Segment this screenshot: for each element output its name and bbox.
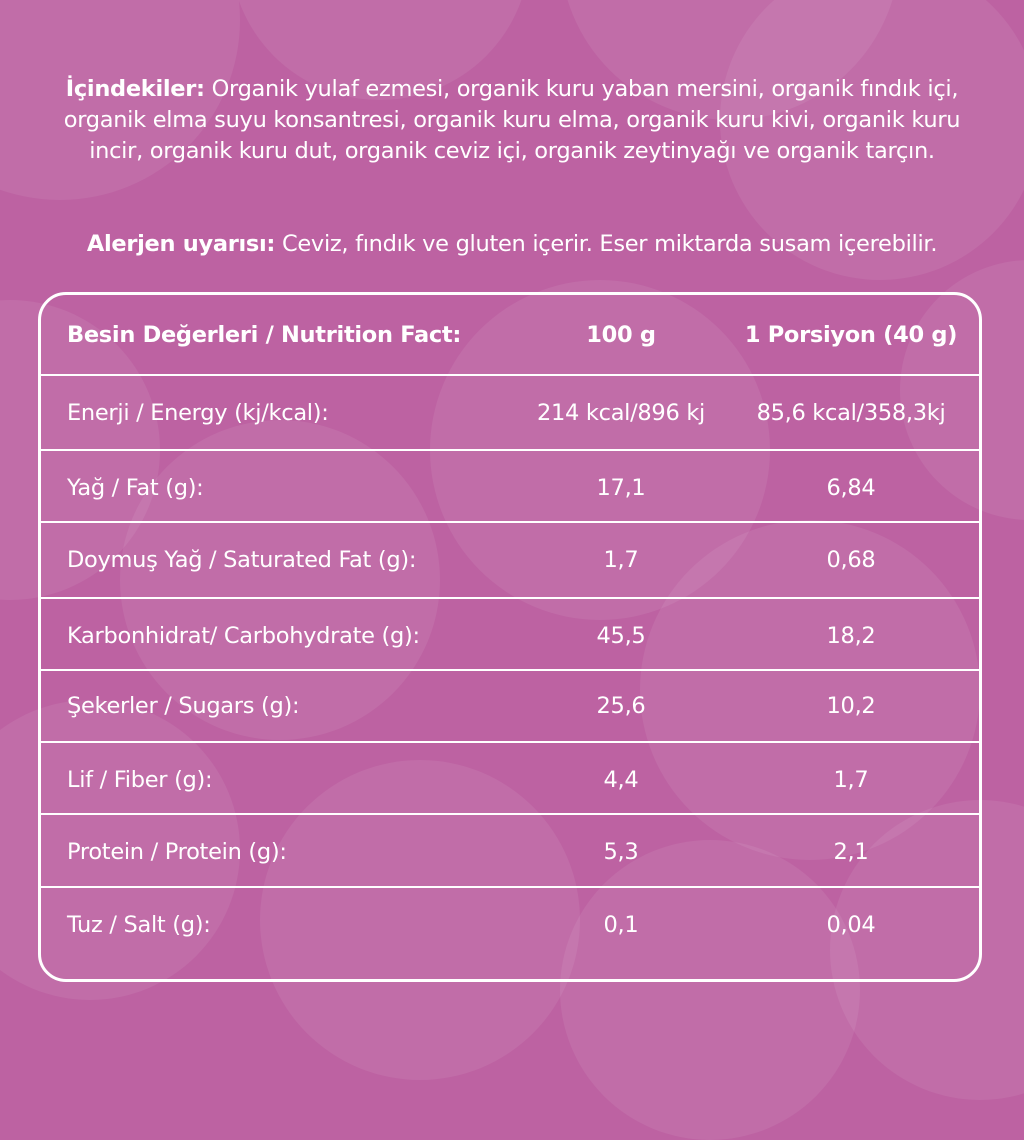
table-row <box>41 669 979 743</box>
ingredients-paragraph <box>40 74 984 167</box>
row-per-portion: 6,84 <box>826 475 876 501</box>
allergen-text: Ceviz, fındık ve gluten içerir. Eser miktarda susam içerebilir. <box>275 231 938 257</box>
row-nutrient: Yağ / Fat (g): <box>67 475 204 501</box>
row-per-100g: 45,5 <box>596 623 646 649</box>
nutrition-table <box>38 292 982 982</box>
row-per-100g: 1,7 <box>603 547 639 573</box>
table-row <box>41 523 979 597</box>
table-header-row <box>41 298 979 372</box>
allergen-warning <box>40 229 984 260</box>
row-per-portion: 85,6 kcal/358,3kj <box>756 400 946 426</box>
row-per-100g: 5,3 <box>603 839 639 865</box>
row-per-portion: 10,2 <box>826 693 876 719</box>
row-per-100g: 17,1 <box>596 475 646 501</box>
row-nutrient: Protein / Protein (g): <box>67 839 287 865</box>
row-nutrient: Şekerler / Sugars (g): <box>67 693 300 719</box>
row-per-portion: 18,2 <box>826 623 876 649</box>
row-per-100g: 25,6 <box>596 693 646 719</box>
row-per-100g: 214 kcal/896 kj <box>537 400 705 426</box>
row-per-portion: 0,68 <box>826 547 876 573</box>
table-row <box>41 888 979 962</box>
row-nutrient: Enerji / Energy (kj/kcal): <box>67 400 329 426</box>
row-per-portion: 0,04 <box>826 912 876 938</box>
row-per-portion: 2,1 <box>833 839 869 865</box>
row-per-100g: 0,1 <box>603 912 639 938</box>
table-row <box>41 376 979 450</box>
row-nutrient: Doymuş Yağ / Saturated Fat (g): <box>67 547 417 573</box>
row-per-100g: 4,4 <box>603 767 639 793</box>
header-nutrient: Besin Değerleri / Nutrition Fact: <box>67 322 462 348</box>
table-row <box>41 815 979 889</box>
row-nutrient: Karbonhidrat/ Carbohydrate (g): <box>67 623 420 649</box>
ingredients-label: İçindekiler: <box>65 76 205 102</box>
table-row <box>41 599 979 673</box>
header-per-100g: 100 g <box>586 322 656 348</box>
ingredients-text: Organik yulaf ezmesi, organik kuru yaban mersini, organik fındık içi, organik elma suyu konsantresi, organik kuru elma, organik kuru kivi, organik kuru incir, organik kuru dut, organik ceviz içi, organik zeytinyağı ve organik tarçın. <box>63 76 961 164</box>
row-nutrient: Tuz / Salt (g): <box>67 912 211 938</box>
allergen-label: Alerjen uyarısı: <box>86 231 276 257</box>
row-per-portion: 1,7 <box>833 767 869 793</box>
header-per-portion: 1 Porsiyon (40 g) <box>744 322 958 348</box>
table-row <box>41 451 979 525</box>
table-row <box>41 743 979 817</box>
row-nutrient: Lif / Fiber (g): <box>67 767 213 793</box>
